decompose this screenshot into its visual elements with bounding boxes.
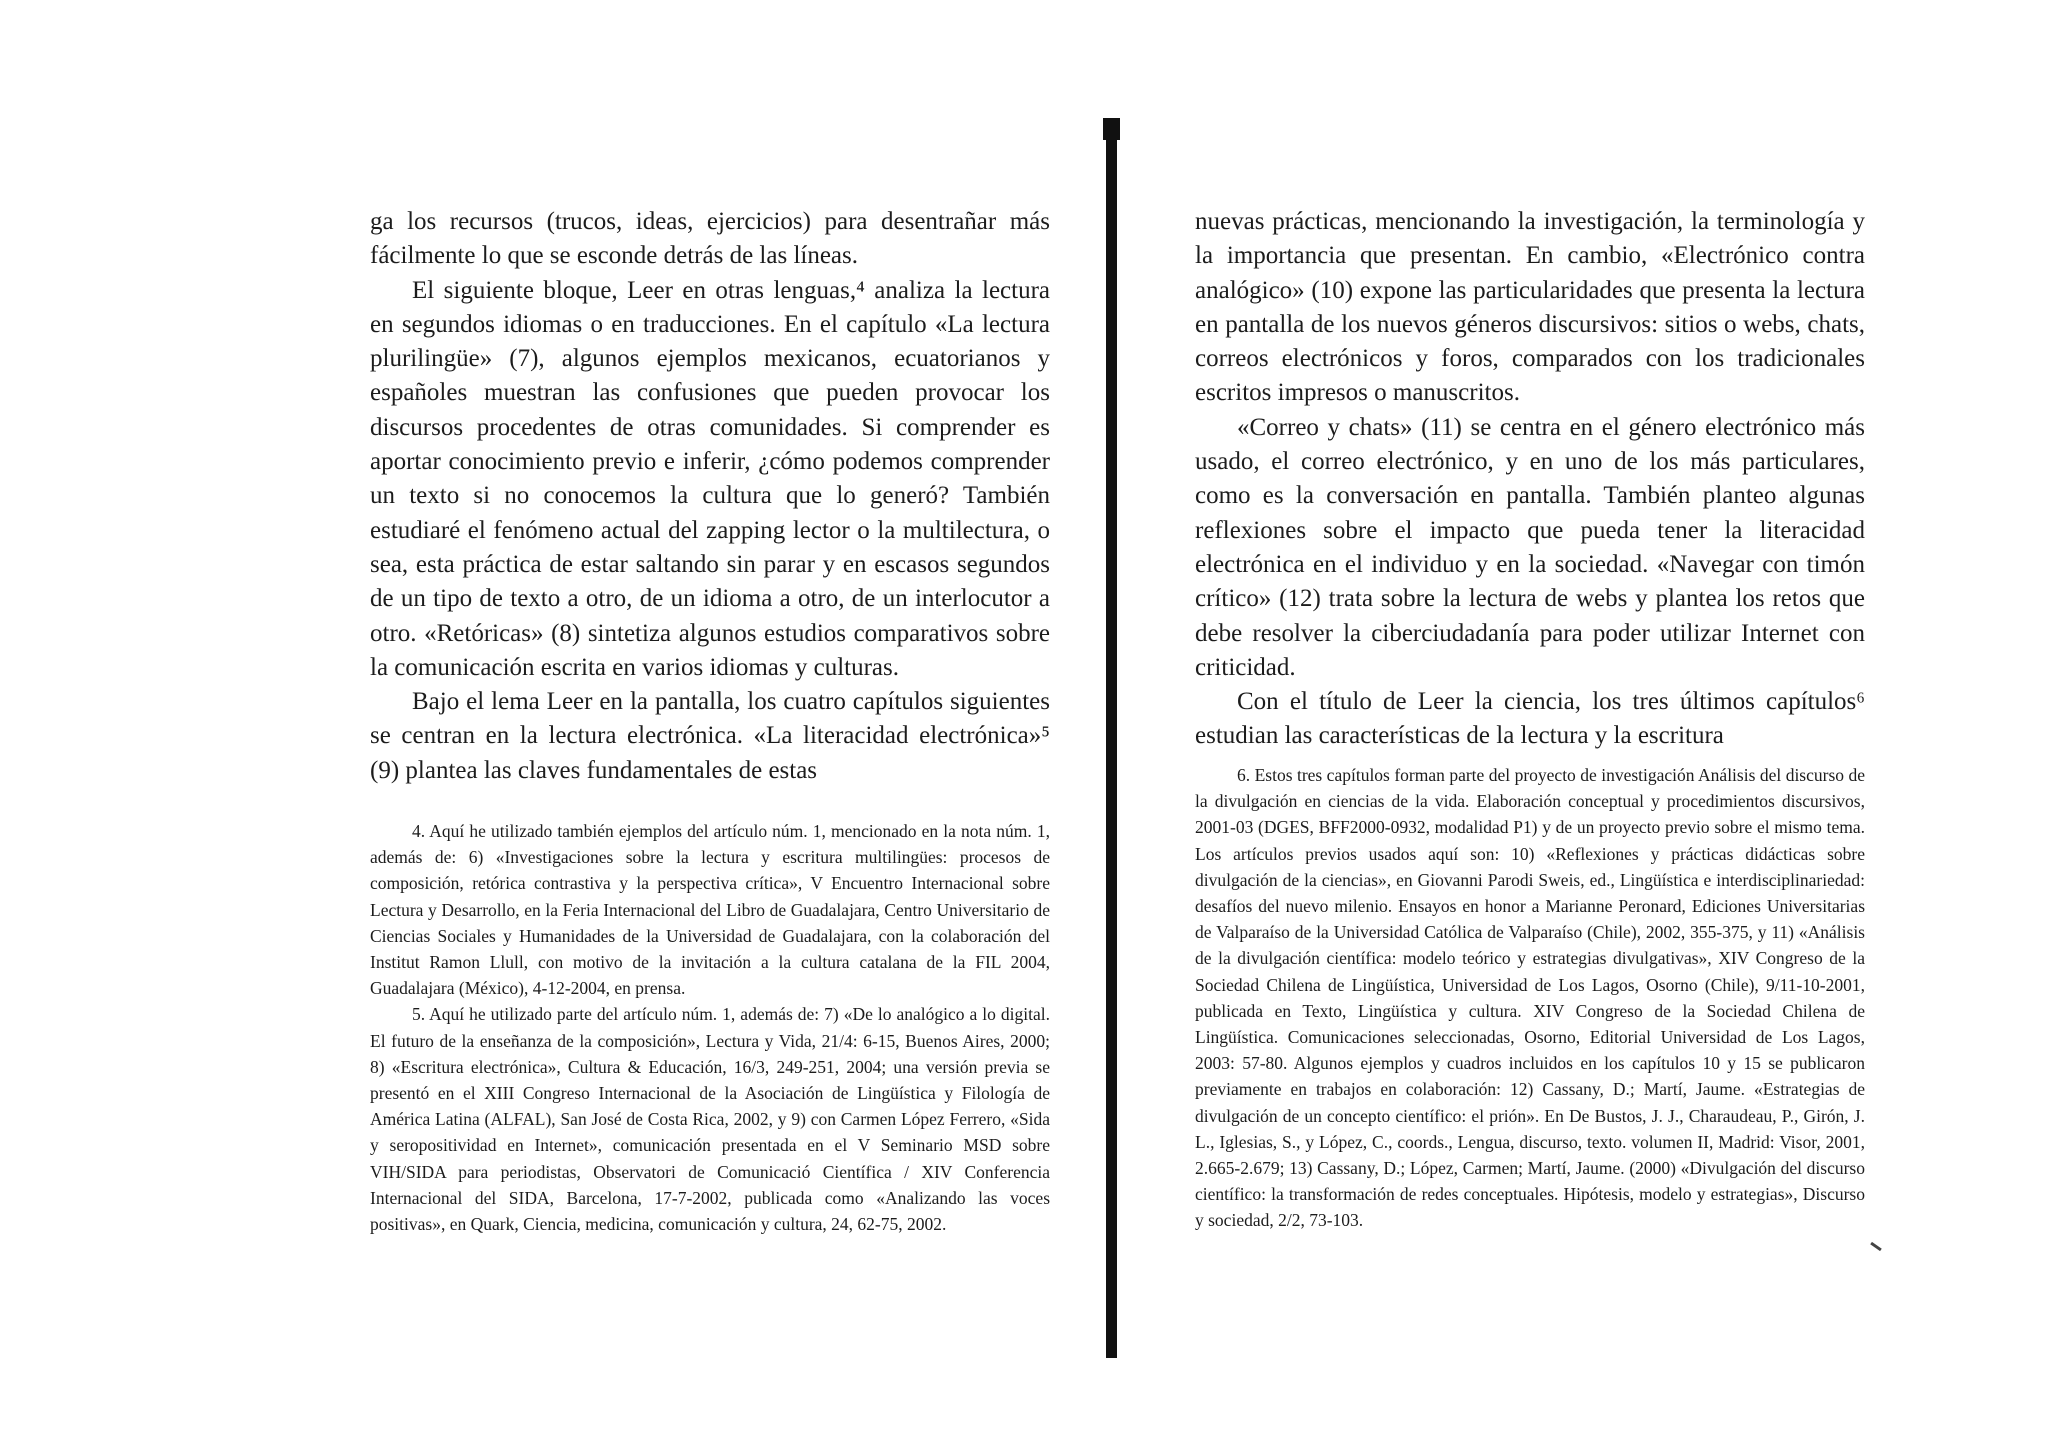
footnote-5: 5. Aquí he utilizado parte del artículo núm. 1, además de: 7) «De lo analógico a lo digital. El futuro de la enseñanza de la composición», Lectura y Vida, 21/4: 6-15, Buenos Aires, 2000; 8) «Escritura electrónica», Cultura & Educación, 16/3, 249-251, 2004; una versión previa se presentó en el XIII Congreso Internacional de la Asociación de Lingüística y Filología de América Latina (ALFAL), San José de Costa Rica, 2002, y 9) con Carmen López Ferrero, «Sida y seropositividad en Internet», comunicación presentada en el V Seminario MSD sobre VIH/SIDA para periodistas, Observatori de Comunicació Científica / XIV Conferencia Internacional del SIDA, Barcelona, 17-7-2002, publicada como «Analizando las voces positivas», en Quark, Ciencia, medicina, comunicación y cultura, 24, 62-75, 2002. <box>370 1004 1050 1235</box>
right-page-body <box>1195 205 1865 754</box>
footnote-6: 6. Estos tres capítulos forman parte del proyecto de investigación Análisis del discurso de la divulgación en ciencias de la vida. Elaboración conceptual y procedimientos discursivos, 2001-03 (DGES, BFF2000-0932, modalidad P1) y de un proyecto previo sobre el mismo tema. Los artículos previos usados aquí son: 10) «Reflexiones y prácticas didácticas sobre divulgación de la ciencias», en Giovanni Parodi Sweis, ed., Lingüística e interdisciplinariedad: desafíos del nuevo milenio. Ensayos en honor a Marianne Peronard, Ediciones Universitarias de Valparaíso de la Universidad Católica de Valparaíso (Chile), 2002, 355-375, y 11) «Análisis de la divulgación científica: modelo teórico y estrategias divulgativas», XIV Congreso de la Sociedad Chilena de Lingüística, Universidad de Los Lagos, Osorno (Chile), 9/11-10-2001, publicada en Texto, Lingüística y cultura. XIV Congreso de la Sociedad Chilena de Lingüística. Comunicaciones seleccionadas, Osorno, Editorial Universidad de Los Lagos, 2003: 57-80. Algunos ejemplos y cuadros incluidos en los capítulos 10 y 15 se publicaron previamente en trabajos en colaboración: 12) Cassany, D.; Martí, Jaume. «Estrategias de divulgación de un concepto científico: el prión». En De Bustos, J. J., Charaudeau, P., Girón, J. L., Iglesias, S., y López, C., coords., Lengua, discurso, texto. volumen II, Madrid: Visor, 2001, 2.665-2.679; 13) Cassany, D.; López, Carmen; Martí, Jaume. (2000) «Divulgación del discurso científico: la transformación de redes conceptuales. Hipótesis, modelo y estrategias», Discurso y sociedad, 2/2, 73-103. <box>1195 765 1865 1231</box>
footnote-4: 4. Aquí he utilizado también ejemplos del artículo núm. 1, mencionado en la nota núm. 1, además de: 6) «Investigaciones sobre la lectura y escritura multilingües: procesos de composición, retórica contrastiva y la perspectiva crítica», V Encuentro Internacional sobre Lectura y Desarrollo, en la Feria Internacional del Libro de Guadalajara, Centro Universitario de Ciencias Sociales y Humanidades de la Universidad de Guadalajara, con la colaboración del Institut Ramon Llull, con motivo de la invitación a la cultura catalana de la FIL 2004, Guadalajara (México), 4-12-2004, en prensa. <box>370 821 1050 999</box>
left-paragraph-3: Bajo el lema Leer en la pantalla, los cuatro capítulos siguientes se centran en la lectura electrónica. «La literacidad electrónica»⁵ (9) plantea las claves fundamentales de estas <box>370 688 1050 784</box>
right-paragraph-3: Con el título de Leer la ciencia, los tres últimos capítulos⁶ estudian las características de la lectura y la escritura <box>1195 688 1865 750</box>
right-paragraph-2: «Correo y chats» (11) se centra en el género electrónico más usado, el correo electrónico, y en uno de los más particulares, como es la conversación en pantalla. También planteo algunas reflexiones sobre el impacto que pueda tener la literacidad electrónica en el individuo y en la sociedad. «Navegar con timón crítico» (12) trata sobre la lectura de webs y plantea los retos que debe resolver la ciberciudadanía para poder utilizar Internet con criticidad. <box>1195 413 1865 681</box>
book-spine-gutter <box>1106 118 1117 1358</box>
left-paragraph-1: ga los recursos (trucos, ideas, ejercicios) para desentrañar más fácilmente lo que se esconde detrás de las líneas. <box>370 208 1050 270</box>
left-paragraph-2: El siguiente bloque, Leer en otras lenguas,⁴ analiza la lectura en segundos idiomas o en traducciones. En el capítulo «La lectura plurilingüe» (7), algunos ejemplos mexicanos, ecuatorianos y españoles muestran las confusiones que pueden provocar los discursos procedentes de otras comunidades. Si comprender es aportar conocimiento previo e inferir, ¿cómo podemos comprender un texto si no conocemos la cultura que lo generó? También estudiaré el fenómeno actual del zapping lector o la multilectura, o sea, esta práctica de estar saltando sin parar y en escasos segundos de un tipo de texto a otro, de un idioma a otro, de un interlocutor a otro. «Retóricas» (8) sintetiza algunos estudios comparativos sobre la comunicación escrita en varios idiomas y culturas. <box>370 276 1050 681</box>
left-page-footnotes <box>370 818 1050 1237</box>
scan-mark <box>1870 1242 1882 1251</box>
right-page-footnotes <box>1195 762 1865 1234</box>
left-page-body <box>370 205 1050 788</box>
right-paragraph-1: nuevas prácticas, mencionando la investigación, la terminología y la importancia que presentan. En cambio, «Electrónico contra analógico» (10) expone las particularidades que presenta la lectura en pantalla de los nuevos géneros discursivos: sitios o webs, chats, correos electrónicos y foros, comparados con los tradicionales escritos impresos o manuscritos. <box>1195 208 1865 407</box>
